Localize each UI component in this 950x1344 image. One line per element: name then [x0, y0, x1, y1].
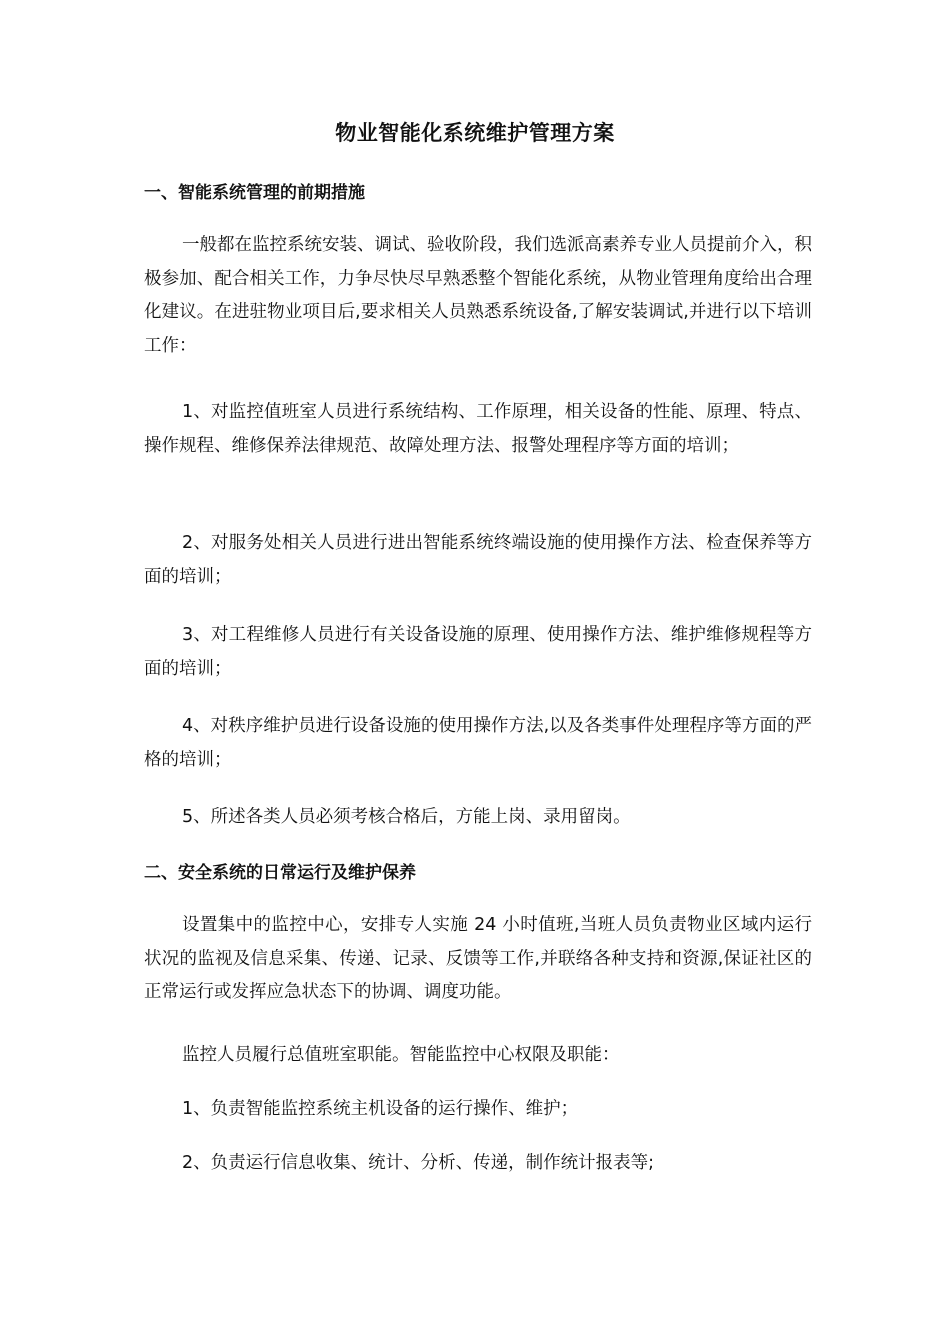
paragraph: 1、负责智能监控系统主机设备的运行操作、维护；	[182, 1099, 579, 1119]
paragraph: 3、对工程维修人员进行有关设备设施的原理、使用操作方法、维护维修规程等方面的培训；	[144, 625, 812, 679]
paragraph: 2、对服务处相关人员进行进出智能系统终端设施的使用操作方法、检查保养等方面的培训；	[144, 533, 812, 587]
section-heading-1: 一、智能系统管理的前期措施	[144, 183, 365, 203]
paragraph: 5、所述各类人员必须考核合格后，方能上岗、录用留岗。	[182, 807, 631, 827]
paragraph: 监控人员履行总值班室职能。智能监控中心权限及职能：	[182, 1045, 620, 1065]
paragraph: 2、负责运行信息收集、统计、分析、传递，制作统计报表等;	[182, 1153, 655, 1173]
document-title: 物业智能化系统维护管理方案	[335, 121, 615, 145]
paragraph: 4、对秩序维护员进行设备设施的使用操作方法,以及各类事件处理程序等方面的严格的培训；	[144, 716, 812, 770]
section-heading-2: 二、安全系统的日常运行及维护保养	[144, 863, 416, 883]
paragraph: 1、对监控值班室人员进行系统结构、工作原理，相关设备的性能、原理、特点、操作规程、维修保养法律规范、故障处理方法、报警处理程序等方面的培训；	[144, 402, 812, 456]
paragraph: 设置集中的监控中心，安排专人实施 24 小时值班,当班人员负责物业区域内运行状况的监视及信息采集、传递、记录、反馈等工作,并联络各种支持和资源,保证社区的正常运行或发挥应急状态下的协调、调度功能。	[144, 915, 812, 1002]
paragraph: 一般都在监控系统安装、调试、验收阶段，我们选派高素养专业人员提前介入，积极参加、配合相关工作，力争尽快尽早熟悉整个智能化系统，从物业管理角度给出合理化建议。在进驻物业项目后,要求相关人员熟悉系统设备,了解安装调试,并进行以下培训工作：	[144, 235, 812, 356]
